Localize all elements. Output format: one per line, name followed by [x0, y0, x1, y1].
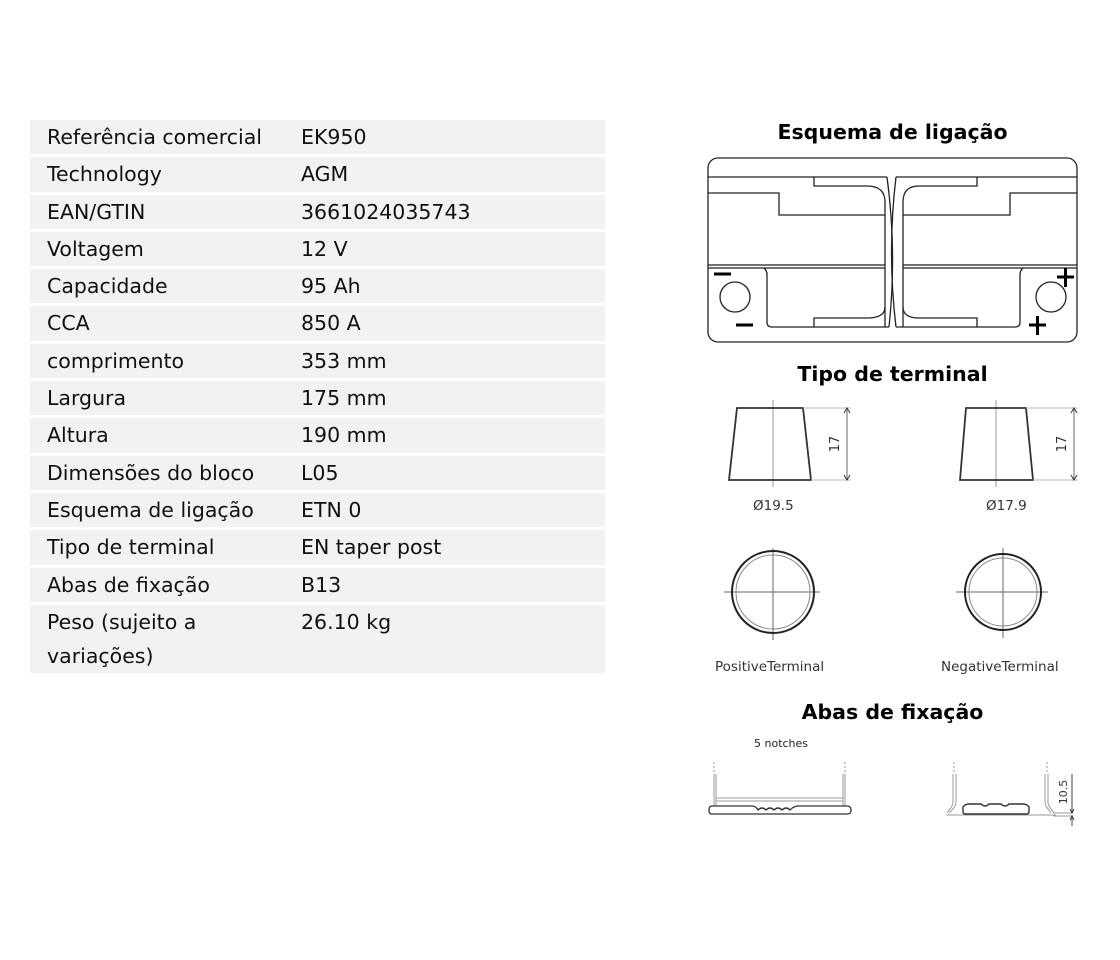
spec-row-cca	[30, 306, 605, 340]
negative-diameter: Ø17.9	[986, 498, 1027, 514]
spec-label: Voltagem	[47, 236, 144, 261]
spec-label: CCA	[47, 311, 90, 336]
hold-down-side-view	[943, 760, 1083, 830]
battery-wiring-diagram	[707, 157, 1087, 347]
height-dimension: 17	[1055, 435, 1070, 453]
spec-value: EN taper post	[301, 535, 442, 560]
negative-terminal-top-view	[956, 548, 1056, 648]
spec-row-width	[30, 381, 605, 415]
spec-label: Referência comercial	[47, 125, 262, 149]
spec-label: Largura	[47, 386, 127, 411]
hold-down-title: Abas de fixação	[801, 700, 984, 724]
spec-row-wiring-scheme	[30, 493, 605, 527]
spec-row-reference	[30, 120, 605, 154]
spec-label: Altura	[47, 423, 109, 448]
positive-diameter: Ø19.5	[753, 498, 794, 514]
spec-label: Capacidade	[47, 274, 168, 299]
spec-label: Dimensões do bloco	[47, 460, 255, 485]
terminal-title: Tipo de terminal	[797, 362, 988, 386]
spec-value: 12 V	[301, 236, 348, 261]
spec-value: 3661024035743	[301, 199, 471, 224]
spec-row-voltage	[30, 232, 605, 266]
spec-label: Abas de fixação	[47, 572, 210, 597]
positive-terminal-label: PositiveTerminal	[715, 659, 825, 675]
hold-down-front-view	[708, 760, 858, 820]
spec-label: Technology	[47, 162, 162, 187]
spec-row-height	[30, 418, 605, 452]
diagram-panel	[700, 115, 1090, 835]
spec-value: B13	[301, 572, 342, 597]
negative-terminal-label: NegativeTerminal	[941, 659, 1059, 675]
spec-value: 850 A	[301, 311, 361, 336]
positive-terminal-profile	[725, 400, 875, 490]
spec-value: L05	[301, 460, 339, 485]
spec-row-terminal-type	[30, 530, 605, 564]
negative-terminal-profile	[958, 400, 1108, 490]
spec-label: Tipo de terminal	[47, 535, 215, 560]
spec-row-block-dimensions	[30, 456, 605, 490]
spec-row-technology	[30, 157, 605, 191]
spec-row-weight	[30, 605, 605, 674]
spec-value: EK950	[301, 125, 367, 149]
spec-table	[30, 120, 605, 676]
spec-row-ean	[30, 195, 605, 229]
spec-value: AGM	[301, 162, 349, 187]
spec-value: 353 mm	[301, 348, 387, 373]
spec-value: 190 mm	[301, 423, 387, 448]
spec-value: 95 Ah	[301, 274, 361, 299]
spec-label: Peso (sujeito a variações)	[47, 609, 197, 669]
spec-row-length	[30, 344, 605, 378]
hold-down-height-dimension: 10.5	[1057, 779, 1070, 805]
spec-row-hold-down	[30, 568, 605, 602]
spec-label: EAN/GTIN	[47, 199, 146, 224]
spec-row-capacity	[30, 269, 605, 303]
spec-value: 26.10 kg	[301, 609, 392, 634]
spec-label: comprimento	[47, 348, 185, 373]
spec-value: 175 mm	[301, 386, 387, 411]
wiring-title: Esquema de ligação	[777, 120, 1008, 144]
notches-label: 5 notches	[754, 737, 809, 750]
positive-terminal-top-view	[724, 548, 824, 648]
height-dimension: 17	[828, 435, 843, 453]
spec-value: ETN 0	[301, 497, 362, 522]
spec-label: Esquema de ligação	[47, 497, 254, 522]
